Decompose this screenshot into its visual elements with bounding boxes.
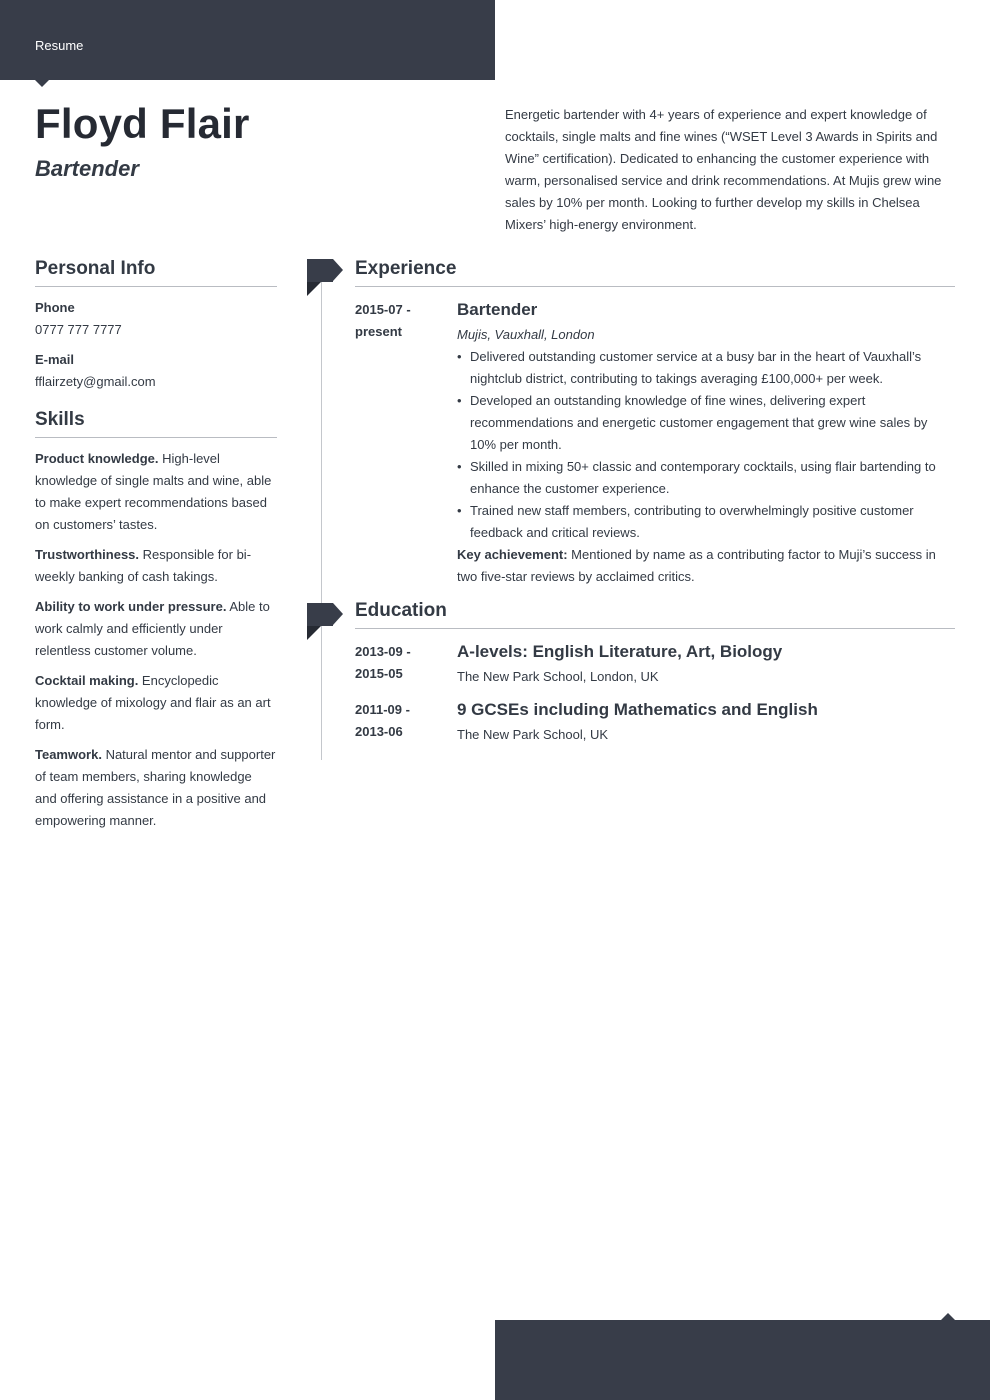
candidate-name: Floyd Flair [35, 100, 250, 147]
candidate-title: Bartender [35, 156, 139, 181]
email-value: fflairzety@gmail.com [35, 374, 156, 389]
skill-item [35, 596, 277, 662]
skill-text: Encyclopedic knowledge of mixology and flair as an art form. [35, 673, 271, 732]
job-dates [355, 299, 457, 588]
job-date-start: 2015-07 - [355, 302, 411, 317]
education-entry [355, 699, 955, 746]
job-entry [355, 299, 955, 588]
experience-flag-tail [307, 282, 321, 296]
experience-flag-icon [307, 259, 333, 282]
job-bullet: • Developed an outstanding knowledge of fine wines, delivering expert recommendations and energetic customer engagement that grew wine sales by 10% per month. [457, 390, 955, 456]
skills-list [35, 448, 277, 832]
job-bullet: • Delivered outstanding customer service at a busy bar in the heart of Vauxhall’s nightclub district, contributing to takings averaging £100,000+ per week. [457, 346, 955, 390]
key-achievement [457, 544, 955, 588]
achievement-label: Key achievement: [457, 547, 568, 562]
skill-text: Responsible for bi-weekly banking of cash takings. [35, 547, 252, 584]
skill-name: Teamwork. [35, 747, 102, 762]
job-bullet: • Skilled in mixing 50+ classic and contemporary cocktails, using flair bartending to enhance the customer experience. [457, 456, 955, 500]
resume-label: Resume [35, 38, 84, 53]
skill-item [35, 670, 277, 736]
job-bullet: • Trained new staff members, contributing to overwhelmingly positive customer feedback and critical reviews. [457, 500, 955, 544]
skill-text: High-level knowledge of single malts and wine, able to make expert recommendations based on customers’ tastes. [35, 451, 272, 532]
education-title: 9 GCSEs including Mathematics and English [457, 700, 818, 719]
job-date-end: present [355, 324, 402, 339]
job-role: Bartender [457, 300, 538, 319]
education-body [457, 699, 955, 746]
job-place: Mujis, Vauxhall, London [457, 327, 595, 342]
footer-notch [941, 1313, 955, 1320]
education-title: A-levels: English Literature, Art, Biology [457, 642, 783, 661]
header-notch [35, 80, 49, 87]
education-flag-icon [307, 603, 333, 626]
education-entry [355, 641, 955, 688]
skill-text: Natural mentor and supporter of team members, sharing knowledge and offering assistance in a positive and empowering manner. [35, 747, 276, 828]
skill-item [35, 744, 277, 832]
profile-summary: Energetic bartender with 4+ years of experience and expert knowledge of cocktails, single malts and fine wines (“WSET Level 3 Awards in Spirits and Wine” certification). Dedicated to enhancing the customer experience with warm, personalised service and drink recommendations. At Mujis grew wine sales by 10% per month. Looking to further develop my skills in Chelsea Mixers’ high-energy environment. [505, 107, 942, 232]
skill-name: Trustworthiness. [35, 547, 140, 562]
skill-name: Product knowledge. [35, 451, 159, 466]
skills-heading: Skills [35, 409, 277, 438]
education-body [457, 641, 955, 688]
right-column [355, 258, 955, 746]
skill-item [35, 448, 277, 536]
achievement-text: Mentioned by name as a contributing factor to Muji’s success in two five-star reviews by acclaimed critics. [457, 547, 936, 584]
job-body [457, 299, 955, 588]
skill-item [35, 544, 277, 588]
education-date-start: 2013-09 - [355, 644, 411, 659]
skill-name: Ability to work under pressure. [35, 599, 227, 614]
phone-label: Phone [35, 300, 75, 315]
education-flag-tail [307, 626, 321, 640]
education-dates [355, 641, 457, 688]
education-dates [355, 699, 457, 746]
left-column [35, 258, 277, 832]
education-heading: Education [355, 600, 955, 629]
timeline-line [321, 280, 322, 760]
phone-value: 0777 777 7777 [35, 322, 122, 337]
personal-info-heading: Personal Info [35, 258, 277, 287]
experience-heading: Experience [355, 258, 955, 287]
education-school: The New Park School, London, UK [457, 669, 659, 684]
email-label: E-mail [35, 352, 75, 367]
education-date-start: 2011-09 - [355, 702, 410, 717]
education-date-end: 2015-05 [355, 666, 403, 681]
skill-name: Cocktail making. [35, 673, 139, 688]
job-bullets [457, 346, 955, 544]
skill-text: Able to work calmly and efficiently under relentless customer volume. [35, 599, 270, 658]
education-school: The New Park School, UK [457, 727, 609, 742]
footer-band [495, 1320, 990, 1400]
education-date-end: 2013-06 [355, 724, 403, 739]
header-band [0, 0, 495, 80]
